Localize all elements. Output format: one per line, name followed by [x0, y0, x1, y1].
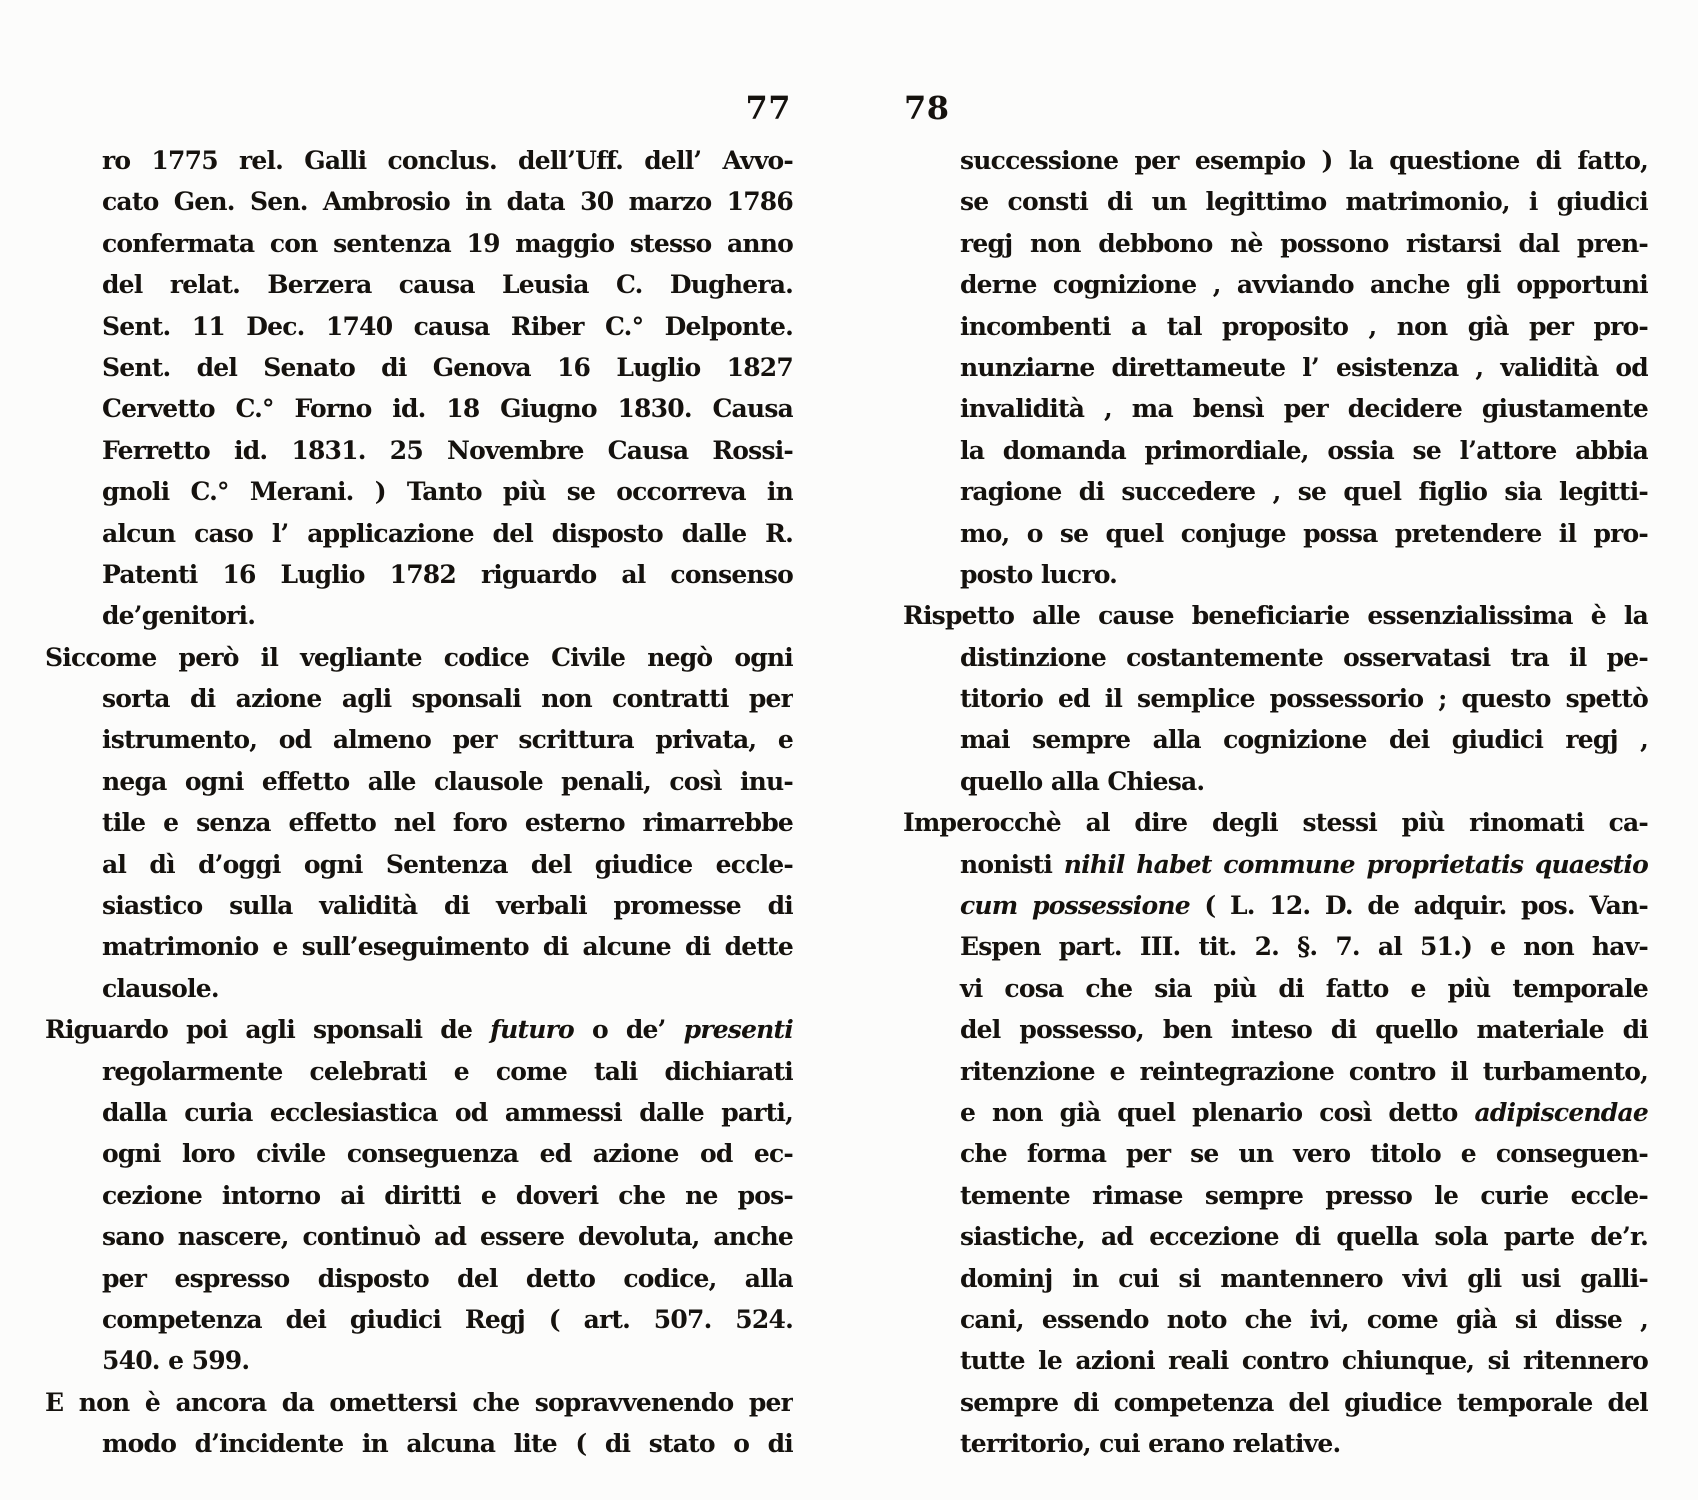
- text-segment: successione per esempio ) la questione di fatto,: [960, 146, 1648, 175]
- text-line: [45, 554, 793, 595]
- text-segment: nunziarne direttameute l’ esistenza , validità od: [960, 352, 1648, 382]
- page-number-right: 78: [904, 89, 950, 127]
- text-segment: del possesso, ben inteso di quello materiale di: [960, 1015, 1648, 1045]
- text-segment: 540. e 599.: [102, 1346, 250, 1376]
- text-line: [45, 430, 793, 471]
- text-line: [45, 1258, 793, 1299]
- text-segment: tile e senza effetto nel foro esterno rimarrebbe: [102, 808, 793, 838]
- text-line: [45, 1423, 793, 1464]
- text-line: [45, 844, 793, 885]
- text-segment: gnoli C.° Merani. ) Tanto più se occorreva in: [102, 477, 793, 507]
- text-line: [903, 1009, 1648, 1050]
- text-line: [903, 1423, 1648, 1464]
- italic-text-segment: adipiscendae: [1474, 1097, 1648, 1127]
- text-segment: quello alla Chiesa.: [960, 766, 1205, 796]
- text-line: [45, 388, 793, 429]
- text-line: [903, 264, 1648, 305]
- text-line: [45, 513, 793, 554]
- text-segment: regj non debbono nè possono ristarsi dal pren-: [960, 228, 1648, 258]
- text-line: [903, 844, 1648, 885]
- text-segment: ogni loro civile conseguenza ed azione od ec-: [102, 1139, 793, 1169]
- text-line: [903, 554, 1648, 595]
- text-segment: al dì d’oggi ogni Sentenza del giudice eccle-: [102, 849, 793, 879]
- text-segment: cezione intorno ai diritti e doveri che ne pos-: [102, 1180, 793, 1210]
- text-line: [903, 1216, 1648, 1257]
- text-segment: ragione di succedere , se quel figlio sia legitti-: [960, 477, 1648, 507]
- text-line: [903, 306, 1648, 347]
- text-segment: incombenti a tal proposito , non già per pro-: [960, 311, 1648, 341]
- text-segment: sorta di azione agli sponsali non contratti per: [102, 684, 793, 714]
- text-line: [45, 181, 793, 222]
- text-segment: dominj in cui si mantennero vivi gli usi galli-: [960, 1263, 1648, 1293]
- text-segment: del relat. Berzera causa Leusia C. Dughera.: [102, 270, 793, 300]
- text-line: [903, 181, 1648, 222]
- text-segment: ritenzione e reintegrazione contro il turbamento,: [960, 1056, 1648, 1086]
- text-segment: nega ogni effetto alle clausole penali, così inu-: [102, 766, 793, 796]
- page-77-text-column: [45, 140, 793, 1465]
- text-segment: derne cognizione , avviando anche gli opportuni: [960, 270, 1648, 300]
- text-segment: Ferretto id. 1831. 25 Novembre Causa Rossi-: [102, 435, 793, 465]
- text-segment: competenza dei giudici Regj ( art. 507. 524.: [102, 1304, 793, 1334]
- text-segment: sempre di competenza del giudice temporale del: [960, 1387, 1648, 1417]
- text-line: [903, 388, 1648, 429]
- text-segment: mo, o se quel conjuge possa pretendere il pro-: [960, 518, 1648, 548]
- page-77: [45, 88, 793, 1465]
- text-line: [45, 1299, 793, 1340]
- text-segment: tutte le azioni reali contro chiunque, si ritennero: [960, 1346, 1648, 1376]
- text-line: [903, 1133, 1648, 1174]
- italic-text-segment: futuro: [490, 1015, 574, 1045]
- text-line: [45, 761, 793, 802]
- text-line: [903, 1340, 1648, 1381]
- text-segment: distinzione costantemente osservatasi tra il pe-: [960, 642, 1648, 672]
- text-line: [45, 1382, 793, 1423]
- italic-text-segment: presenti: [683, 1015, 793, 1045]
- text-segment: ro 1775 rel. Galli conclus. dell’Uff. dell’ Avvo-: [102, 146, 793, 175]
- text-segment: posto lucro.: [960, 559, 1118, 589]
- text-segment: invalidità , ma bensì per decidere giustamente: [960, 394, 1648, 424]
- text-line: [903, 802, 1648, 843]
- italic-text-segment: cum possessione: [960, 891, 1190, 921]
- text-segment: Patenti 16 Luglio 1782 riguardo al consenso: [102, 559, 793, 589]
- text-line: [45, 264, 793, 305]
- text-line: [903, 637, 1648, 678]
- text-line: [903, 1175, 1648, 1216]
- text-line: [45, 1175, 793, 1216]
- page-78-text-column: [903, 140, 1648, 1465]
- text-line: [903, 885, 1648, 926]
- text-segment: temente rimase sempre presso le curie eccle-: [960, 1180, 1648, 1210]
- text-segment: Sent. 11 Dec. 1740 causa Riber C.° Delponte.: [102, 311, 793, 341]
- text-segment: dalla curia ecclesiastica od ammessi dalle parti,: [102, 1097, 793, 1127]
- text-segment: matrimonio e sull’eseguimento di alcune di dette: [102, 932, 793, 962]
- text-line: [45, 719, 793, 760]
- text-line: [903, 430, 1648, 471]
- text-line: [903, 761, 1648, 802]
- text-segment: Imperocchè al dire degli stessi più rinomati ca-: [903, 808, 1648, 838]
- text-segment: siastico sulla validità di verbali promesse di: [102, 891, 793, 921]
- text-segment: se consti di un legittimo matrimonio, i giudici: [960, 187, 1648, 217]
- text-segment: cani, essendo noto che ivi, come già si disse ,: [960, 1304, 1648, 1334]
- text-line: [45, 968, 793, 1009]
- text-segment: territorio, cui erano relative.: [960, 1429, 1341, 1459]
- text-line: [45, 678, 793, 719]
- text-line: [903, 719, 1648, 760]
- text-line: [45, 1051, 793, 1092]
- text-segment: Rispetto alle cause beneficiarie essenzialissima è la: [903, 601, 1648, 631]
- text-line: [45, 140, 793, 181]
- text-line: [45, 223, 793, 264]
- text-line: [903, 140, 1648, 181]
- text-line: [45, 347, 793, 388]
- text-segment: de’genitori.: [102, 601, 256, 631]
- text-segment: vi cosa che sia più di fatto e più temporale: [960, 973, 1648, 1003]
- text-segment: mai sempre alla cognizione dei giudici regj ,: [960, 725, 1648, 755]
- text-line: [903, 595, 1648, 636]
- text-segment: Cervetto C.° Forno id. 18 Giugno 1830. Causa: [102, 394, 793, 424]
- text-line: [903, 471, 1648, 512]
- text-line: [903, 1092, 1648, 1133]
- text-line: [903, 926, 1648, 967]
- text-line: [903, 223, 1648, 264]
- text-segment: modo d’incidente in alcuna lite ( di stato o di: [102, 1429, 793, 1459]
- text-line: [903, 1382, 1648, 1423]
- text-segment: Siccome però il vegliante codice Civile negò ogni: [45, 642, 793, 672]
- text-line: [45, 1340, 793, 1381]
- text-segment: clausole.: [102, 973, 219, 1003]
- text-line: [903, 513, 1648, 554]
- text-segment: che forma per se un vero titolo e conseguen-: [960, 1139, 1648, 1169]
- text-segment: Riguardo poi agli sponsali de: [45, 1015, 491, 1045]
- text-segment: confermata con sentenza 19 maggio stesso anno: [102, 228, 793, 258]
- text-line: [45, 926, 793, 967]
- text-line: [45, 802, 793, 843]
- page-number-left: 77: [745, 89, 791, 127]
- text-segment: Sent. del Senato di Genova 16 Luglio 1827: [102, 352, 793, 382]
- text-line: [45, 637, 793, 678]
- text-line: [45, 595, 793, 636]
- text-line: [45, 1216, 793, 1257]
- text-segment: Espen part. III. tit. 2. §. 7. al 51.) e non hav-: [960, 932, 1648, 962]
- text-segment: ( L. 12. D. de adquir. pos. Van-: [1189, 891, 1648, 921]
- italic-text-segment: nihil habet commune proprietatis quaestio: [1063, 849, 1648, 879]
- text-segment: nonisti: [960, 849, 1064, 879]
- page-78: [903, 88, 1648, 1465]
- text-segment: cato Gen. Sen. Ambrosio in data 30 marzo 1786: [102, 187, 793, 217]
- text-segment: istrumento, od almeno per scrittura privata, e: [102, 725, 793, 755]
- text-segment: sano nascere, continuò ad essere devoluta, anche: [102, 1222, 793, 1252]
- text-line: [45, 1133, 793, 1174]
- text-line: [45, 1009, 793, 1050]
- text-segment: alcun caso l’ applicazione del disposto dalle R.: [102, 518, 793, 548]
- text-segment: regolarmente celebrati e come tali dichiarati: [102, 1056, 793, 1086]
- text-segment: la domanda primordiale, ossia se l’attore abbia: [960, 435, 1648, 465]
- text-segment: siastiche, ad eccezione di quella sola parte de’r.: [960, 1222, 1648, 1252]
- text-line: [903, 1051, 1648, 1092]
- text-line: [45, 885, 793, 926]
- text-line: [903, 1258, 1648, 1299]
- text-line: [903, 1299, 1648, 1340]
- text-segment: titorio ed il semplice possessorio ; questo spettò: [960, 684, 1648, 714]
- text-line: [45, 1092, 793, 1133]
- text-segment: E non è ancora da omettersi che sopravvenendo per: [45, 1387, 793, 1417]
- text-line: [903, 968, 1648, 1009]
- text-segment: per espresso disposto del detto codice, alla: [102, 1263, 793, 1293]
- text-line: [45, 306, 793, 347]
- text-line: [45, 471, 793, 512]
- text-segment: e non già quel plenario così detto: [960, 1097, 1475, 1127]
- text-line: [903, 678, 1648, 719]
- text-line: [903, 347, 1648, 388]
- text-segment: o de’: [573, 1015, 684, 1045]
